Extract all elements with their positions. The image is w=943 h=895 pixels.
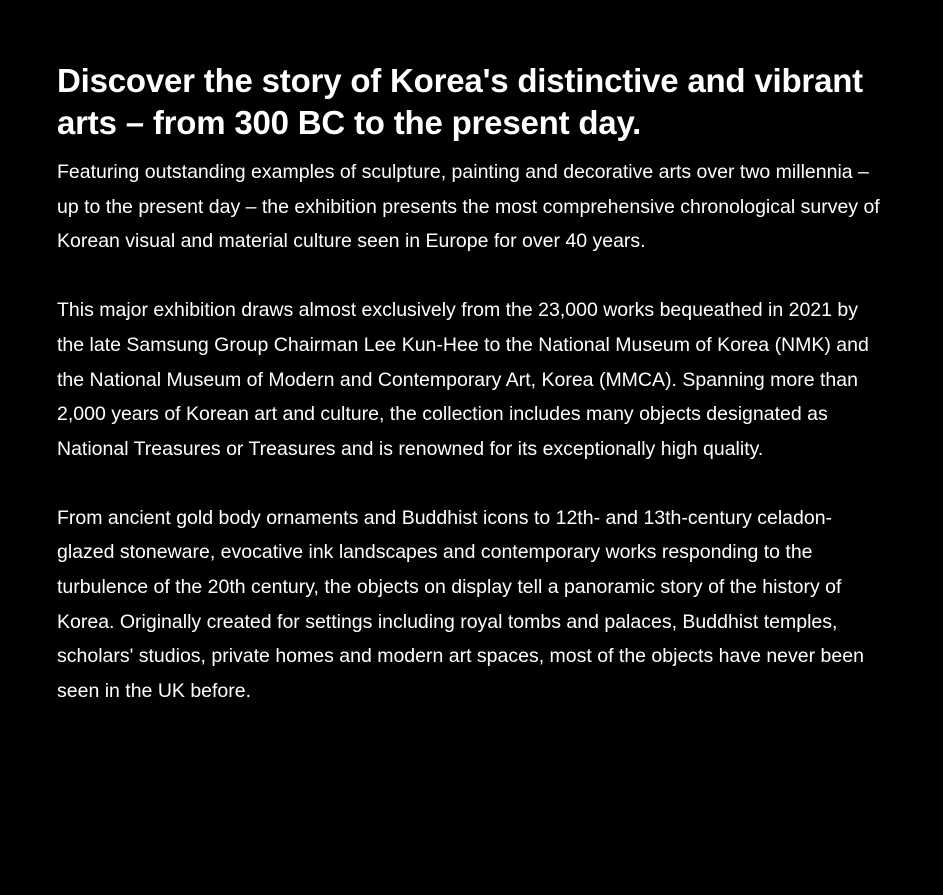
article-headline: Discover the story of Korea's distinctive and vibrant arts – from 300 BC to the present day. (57, 62, 863, 141)
article-paragraph-collection: This major exhibition draws almost exclusively from the 23,000 works bequeathed in 2021 by the late Samsung Group Chairman Lee Kun-Hee to the National Museum of Korea (NMK) and the National Museum of Modern and Contemporary Art, Korea (MMCA). Spanning more than 2,000 years of Korean art and culture, the collection includes many objects designated as National Treasures or Treasures and is renowned for its exceptionally high quality. (57, 299, 869, 460)
article-paragraph-intro: Featuring outstanding examples of sculpture, painting and decorative arts over two millennia – up to the present day – the exhibition presents the most comprehensive chronological survey of Korean visual and material culture seen in Europe for over 40 years. (57, 161, 880, 253)
article-paragraph-objects: From ancient gold body ornaments and Buddhist icons to 12th- and 13th-century celadon-glazed stoneware, evocative ink landscapes and contemporary works responding to the turbulence of the 20th century, the objects on display tell a panoramic story of the history of Korea. Originally created for settings including royal tombs and palaces, Buddhist temples, scholars' studios, private homes and modern art spaces, most of the objects have never been seen in the UK before. (57, 506, 864, 703)
